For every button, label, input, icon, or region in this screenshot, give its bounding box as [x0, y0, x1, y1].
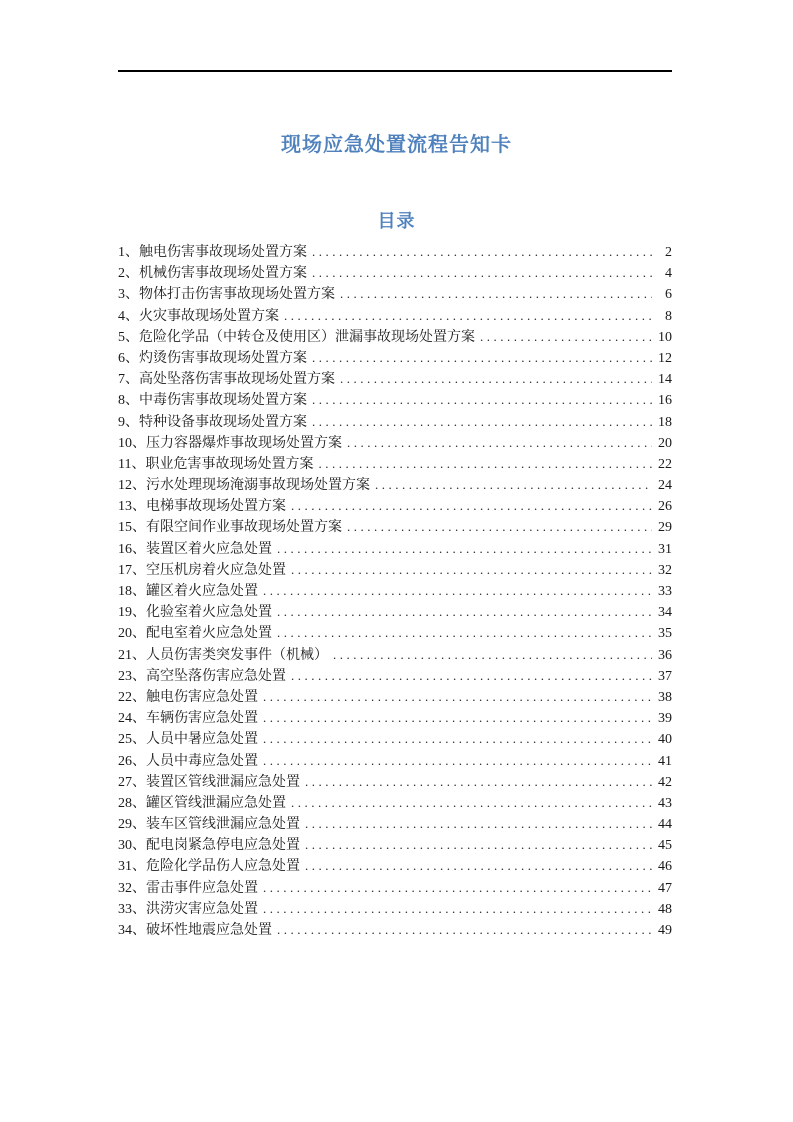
toc-leader-dots [375, 474, 652, 496]
toc-entry-label: 6、灼烫伤害事故现场处置方案 [118, 350, 307, 366]
toc-leader-dots [312, 241, 652, 263]
toc-entry-label: 1、触电伤害事故现场处置方案 [118, 245, 307, 260]
toc-leader-dots [312, 389, 652, 411]
toc-leader-dots [277, 919, 652, 941]
toc-entry-page: 22 [658, 456, 672, 472]
toc-entry-page: 16 [658, 393, 672, 409]
toc-entry[interactable] [118, 813, 672, 834]
document-title: 现场应急处置流程告知卡 [281, 134, 512, 156]
toc-entry-page: 4 [665, 266, 672, 282]
toc-entry-label: 26、人员中毒应急处置 [118, 753, 258, 769]
toc-entry-page: 43 [658, 795, 672, 811]
toc-entry[interactable] [118, 559, 672, 580]
toc-entry-page: 47 [658, 880, 672, 896]
header-divider [118, 70, 672, 72]
toc-entry-page: 18 [658, 414, 672, 430]
toc-entry[interactable] [118, 728, 672, 749]
toc-entry-label: 23、高空坠落伤害应急处置 [118, 668, 286, 684]
toc-entry-label: 4、火灾事故现场处置方案 [118, 308, 279, 324]
toc-entry[interactable] [118, 834, 672, 855]
toc-entry-page: 6 [665, 287, 672, 303]
toc-entry[interactable] [118, 707, 672, 728]
toc-leader-dots [263, 707, 652, 729]
toc-entry-page: 36 [658, 647, 672, 663]
toc-entry[interactable] [118, 792, 672, 813]
toc-entry-page: 26 [658, 499, 672, 515]
toc-entry-label: 32、雷击事件应急处置 [118, 880, 258, 896]
toc-entry-label: 20、配电室着火应急处置 [118, 626, 272, 642]
toc-entry-page: 32 [658, 562, 672, 578]
toc-entry[interactable] [118, 686, 672, 707]
toc-entry-label: 33、洪涝灾害应急处置 [118, 901, 258, 917]
toc-leader-dots [291, 792, 652, 814]
toc-entry-label: 15、有限空间作业事故现场处置方案 [118, 520, 342, 536]
toc-entry[interactable] [118, 855, 672, 876]
toc-leader-dots [340, 283, 652, 305]
toc-entry[interactable] [118, 644, 672, 665]
toc-entry-label: 24、车辆伤害应急处置 [118, 711, 258, 727]
toc-leader-dots [340, 368, 652, 390]
toc-leader-dots [305, 855, 652, 877]
toc-entry-label: 7、高处坠落伤害事故现场处置方案 [118, 372, 335, 388]
toc-entry-label: 2、机械伤害事故现场处置方案 [118, 266, 307, 282]
toc-entry-label: 18、罐区着火应急处置 [118, 584, 258, 599]
toc-entry-label: 21、人员伤害类突发事件（机械） [118, 647, 328, 663]
toc-entry[interactable] [118, 432, 672, 453]
toc-leader-dots [291, 495, 652, 517]
toc-leader-dots [263, 877, 652, 899]
toc-entry[interactable] [118, 516, 672, 537]
toc-entry-page: 49 [658, 923, 672, 938]
toc-entry[interactable] [118, 665, 672, 686]
toc-entry-label: 12、污水处理现场淹溺事故现场处置方案 [118, 478, 370, 494]
toc-entry-label: 25、人员中暑应急处置 [118, 732, 258, 748]
toc-entry[interactable] [118, 919, 672, 940]
toc-entry-label: 8、中毒伤害事故现场处置方案 [118, 393, 307, 409]
toc-entry[interactable] [118, 389, 672, 410]
toc-entry[interactable] [118, 326, 672, 347]
toc-entry-page: 40 [658, 732, 672, 748]
toc-leader-dots [263, 580, 652, 602]
toc-entry[interactable] [118, 580, 672, 601]
toc-leader-dots [347, 516, 652, 538]
toc-leader-dots [291, 665, 652, 687]
toc-leader-dots [347, 432, 652, 454]
toc-leader-dots [291, 559, 652, 581]
toc-entry[interactable] [118, 495, 672, 516]
toc-entry[interactable] [118, 538, 672, 559]
toc-entry[interactable] [118, 368, 672, 389]
toc-entry-page: 10 [658, 329, 672, 345]
toc-entry[interactable] [118, 262, 672, 283]
toc-entry-label: 3、物体打击伤害事故现场处置方案 [118, 287, 335, 303]
toc-entry-page: 35 [658, 626, 672, 642]
toc-leader-dots [277, 538, 652, 560]
toc-leader-dots [277, 622, 652, 644]
toc-entry[interactable] [118, 305, 672, 326]
toc-entry-page: 37 [658, 668, 672, 684]
toc-leader-dots [333, 644, 652, 666]
toc-entry-page: 12 [658, 350, 672, 366]
toc-entry-page: 38 [658, 689, 672, 705]
toc-entry-label: 34、破坏性地震应急处置 [118, 923, 272, 938]
toc-entry-page: 24 [658, 478, 672, 494]
toc-entry[interactable] [118, 898, 672, 919]
toc-entry-label: 29、装车区管线泄漏应急处置 [118, 817, 300, 833]
toc-entry-page: 45 [658, 838, 672, 854]
toc-entry-label: 27、装置区管线泄漏应急处置 [118, 774, 300, 790]
toc-entry[interactable] [118, 622, 672, 643]
toc-entry-label: 13、电梯事故现场处置方案 [118, 499, 286, 515]
toc-entry-label: 19、化验室着火应急处置 [118, 605, 272, 621]
toc-entry-page: 48 [658, 901, 672, 917]
toc-leader-dots [263, 686, 652, 708]
toc-entry[interactable] [118, 771, 672, 792]
toc-entry-label: 28、罐区管线泄漏应急处置 [118, 795, 286, 811]
toc-entry[interactable] [118, 750, 672, 771]
toc-entry[interactable] [118, 601, 672, 622]
toc-entry-page: 33 [658, 584, 672, 599]
toc-entry[interactable] [118, 474, 672, 495]
toc-heading: 目录 [377, 211, 416, 231]
toc-entry-page: 39 [658, 711, 672, 727]
toc-leader-dots [312, 411, 652, 433]
toc-leader-dots [480, 326, 652, 348]
toc-entry-label: 17、空压机房着火应急处置 [118, 562, 286, 578]
toc-entry[interactable] [118, 877, 672, 898]
toc-entry[interactable] [118, 347, 672, 368]
toc-leader-dots [312, 262, 652, 284]
toc-leader-dots [318, 453, 652, 475]
toc-leader-dots [263, 750, 652, 772]
toc-entry[interactable] [118, 283, 672, 304]
toc-entry[interactable] [118, 241, 672, 262]
toc-entry-label: 31、危险化学品伤人应急处置 [118, 859, 300, 875]
toc-leader-dots [312, 347, 652, 369]
toc-entry-label: 16、装置区着火应急处置 [118, 541, 272, 557]
toc-entry-page: 42 [658, 774, 672, 790]
toc-entry-label: 10、压力容器爆炸事故现场处置方案 [118, 435, 342, 451]
toc-entry-page: 41 [658, 753, 672, 769]
toc-leader-dots [277, 601, 652, 623]
toc-list [118, 241, 672, 940]
toc-entry-label: 11、职业危害事故现场处置方案 [118, 456, 314, 472]
toc-entry[interactable] [118, 411, 672, 432]
toc-entry-page: 29 [658, 520, 672, 536]
toc-entry-label: 9、特种设备事故现场处置方案 [118, 414, 307, 430]
toc-entry-page: 2 [665, 245, 672, 260]
toc-leader-dots [305, 813, 652, 835]
toc-entry-page: 34 [658, 605, 672, 621]
toc-entry-page: 20 [658, 435, 672, 451]
toc-entry-page: 44 [658, 817, 672, 833]
toc-entry-label: 30、配电岗紧急停电应急处置 [118, 838, 300, 854]
toc-entry-page: 31 [658, 541, 672, 557]
toc-leader-dots [263, 728, 652, 750]
toc-leader-dots [305, 834, 652, 856]
toc-entry-label: 5、危险化学品（中转仓及使用区）泄漏事故现场处置方案 [118, 329, 475, 345]
toc-entry-page: 46 [658, 859, 672, 875]
toc-entry-label: 22、触电伤害应急处置 [118, 689, 258, 705]
toc-entry[interactable] [118, 453, 672, 474]
toc-leader-dots [305, 771, 652, 793]
toc-entry-page: 14 [658, 372, 672, 388]
toc-leader-dots [284, 305, 652, 327]
toc-entry-page: 8 [665, 308, 672, 324]
toc-leader-dots [263, 898, 652, 920]
